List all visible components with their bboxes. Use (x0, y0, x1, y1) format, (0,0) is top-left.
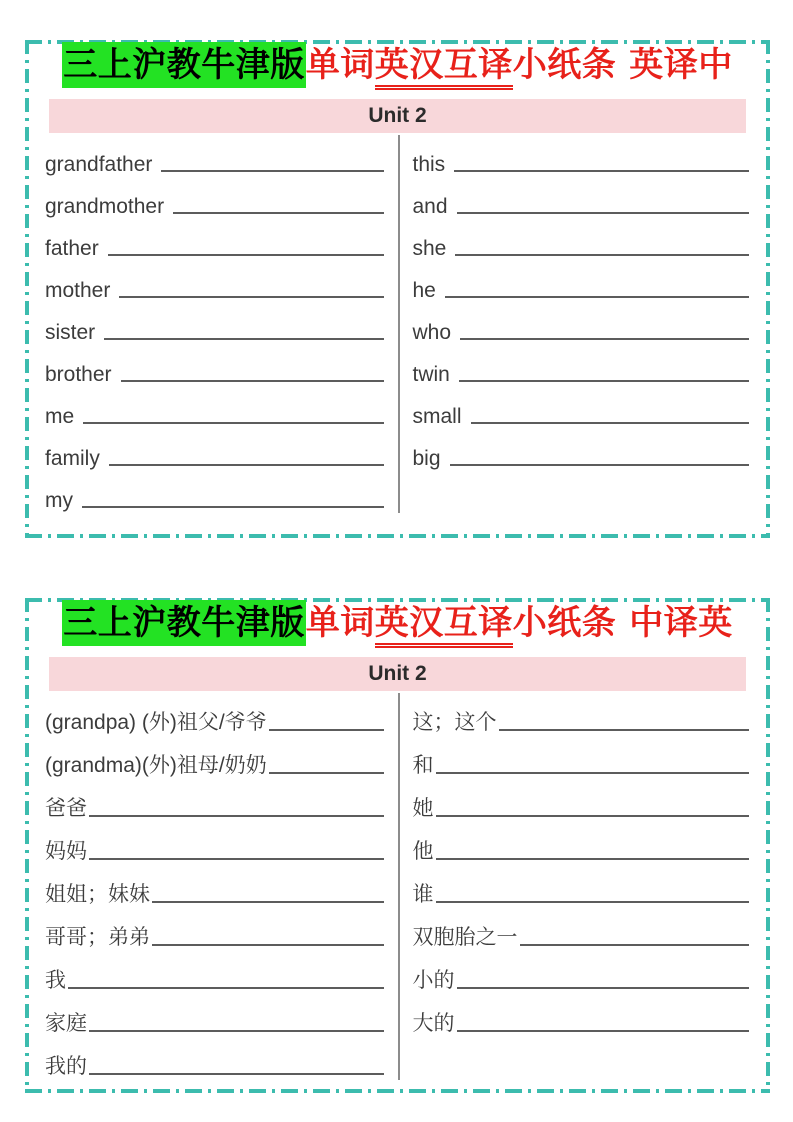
answer-line (457, 987, 750, 989)
word-row (413, 135, 750, 177)
word-row (45, 219, 384, 261)
answer-line (436, 815, 750, 817)
title-underlined: 英汉互译 (375, 604, 513, 648)
title-highlight: 三上沪教牛津版 (62, 600, 306, 646)
answer-line (152, 901, 384, 903)
answer-line (459, 380, 749, 382)
word-row (45, 994, 384, 1037)
word-label: 爸爸 (45, 797, 87, 820)
word-label: mother (45, 279, 111, 302)
word-row (45, 779, 384, 822)
word-label: grandfather (45, 153, 153, 176)
word-label: 哥哥；弟弟 (45, 926, 150, 949)
word-label: twin (412, 363, 450, 386)
title-mode: 中译英 (629, 604, 733, 642)
word-label: 我的 (45, 1055, 87, 1078)
answer-line (436, 772, 750, 774)
word-label: 妈妈 (45, 840, 87, 863)
answer-line (119, 296, 383, 298)
word-row (413, 345, 750, 387)
word-row (413, 261, 750, 303)
word-label: my (45, 489, 73, 512)
card-title (25, 40, 770, 91)
answer-line (450, 464, 749, 466)
word-columns (25, 693, 770, 1080)
word-label: this (412, 153, 446, 176)
word-label: and (412, 195, 448, 218)
word-label: (grandpa) (外)祖父/爷爷 (45, 711, 267, 734)
title-part2: 小纸条 (512, 604, 617, 642)
answer-line (109, 464, 384, 466)
word-row (45, 303, 384, 345)
word-label: brother (45, 363, 112, 386)
word-row (45, 736, 384, 779)
answer-line (499, 729, 750, 731)
title-part2: 小纸条 (512, 46, 617, 84)
word-label: (grandma)(外)祖母/奶奶 (45, 754, 267, 777)
answer-line (520, 944, 750, 946)
word-columns (25, 135, 770, 513)
answer-line (173, 212, 383, 214)
word-label: father (45, 237, 99, 260)
word-row (45, 177, 384, 219)
word-row (45, 1037, 384, 1080)
word-row (45, 693, 384, 736)
word-label: 谁 (412, 883, 434, 906)
title-part1: 单词 (305, 46, 375, 84)
answer-line (161, 170, 383, 172)
card-chinese-to-english (25, 598, 770, 1093)
answer-line (457, 212, 749, 214)
answer-line (68, 987, 384, 989)
word-row (413, 994, 750, 1037)
left-column (25, 693, 398, 1080)
word-label: 我 (45, 969, 66, 992)
word-label: 他 (412, 840, 434, 863)
unit-header (49, 99, 746, 133)
word-label: me (45, 405, 75, 428)
word-label: 小的 (412, 969, 455, 992)
word-row (45, 345, 384, 387)
right-column (398, 693, 771, 1080)
word-row (45, 908, 384, 951)
word-row (413, 951, 750, 994)
title-underlined: 英汉互译 (375, 46, 513, 90)
word-label: 双胞胎之一 (412, 926, 518, 949)
right-column (398, 135, 771, 513)
word-row (413, 387, 750, 429)
word-row (413, 865, 750, 908)
title-part1: 单词 (305, 604, 375, 642)
word-row (413, 303, 750, 345)
word-row (45, 261, 384, 303)
word-row (413, 908, 750, 951)
title-mode: 英译中 (629, 46, 733, 84)
answer-line (460, 338, 749, 340)
answer-line (89, 815, 384, 817)
unit-label: Unit 2 (368, 104, 427, 127)
answer-line (89, 1073, 384, 1075)
word-label: big (412, 447, 441, 470)
title-red-text (306, 46, 733, 84)
word-label: she (412, 237, 447, 260)
word-row (413, 822, 750, 865)
word-row (45, 822, 384, 865)
answer-line (454, 170, 749, 172)
answer-line (471, 422, 749, 424)
answer-line (121, 380, 384, 382)
word-label: 她 (412, 797, 434, 820)
word-row (413, 177, 750, 219)
unit-label: Unit 2 (368, 662, 427, 685)
word-label: sister (45, 321, 96, 344)
word-label: 家庭 (45, 1012, 87, 1035)
title-red-text (306, 604, 733, 642)
card-title (25, 598, 770, 649)
word-row (45, 135, 384, 177)
answer-line (436, 858, 750, 860)
answer-line (445, 296, 749, 298)
word-label: 姐姐；妹妹 (45, 883, 150, 906)
word-label: 和 (412, 754, 434, 777)
unit-header (49, 657, 746, 691)
word-label: small (412, 405, 462, 428)
word-row (45, 387, 384, 429)
answer-line (436, 901, 750, 903)
word-row (45, 471, 384, 513)
answer-line (89, 858, 384, 860)
word-label: family (45, 447, 100, 470)
word-label: he (412, 279, 436, 302)
answer-line (83, 422, 383, 424)
answer-line (89, 1030, 384, 1032)
answer-line (269, 729, 384, 731)
answer-line (457, 1030, 750, 1032)
answer-line (108, 254, 384, 256)
word-label: 大的 (412, 1012, 455, 1035)
answer-line (82, 506, 384, 508)
answer-line (455, 254, 749, 256)
word-row (45, 429, 384, 471)
word-label: who (412, 321, 452, 344)
word-row (45, 865, 384, 908)
word-row (413, 219, 750, 261)
left-column (25, 135, 398, 513)
word-row (413, 429, 750, 471)
word-row (413, 779, 750, 822)
answer-line (152, 944, 384, 946)
word-row (413, 736, 750, 779)
word-label: 这；这个 (412, 711, 497, 734)
word-label: grandmother (45, 195, 165, 218)
answer-line (269, 772, 384, 774)
word-row (45, 951, 384, 994)
title-highlight: 三上沪教牛津版 (62, 42, 306, 88)
card-english-to-chinese (25, 40, 770, 538)
word-row (413, 693, 750, 736)
answer-line (104, 338, 383, 340)
